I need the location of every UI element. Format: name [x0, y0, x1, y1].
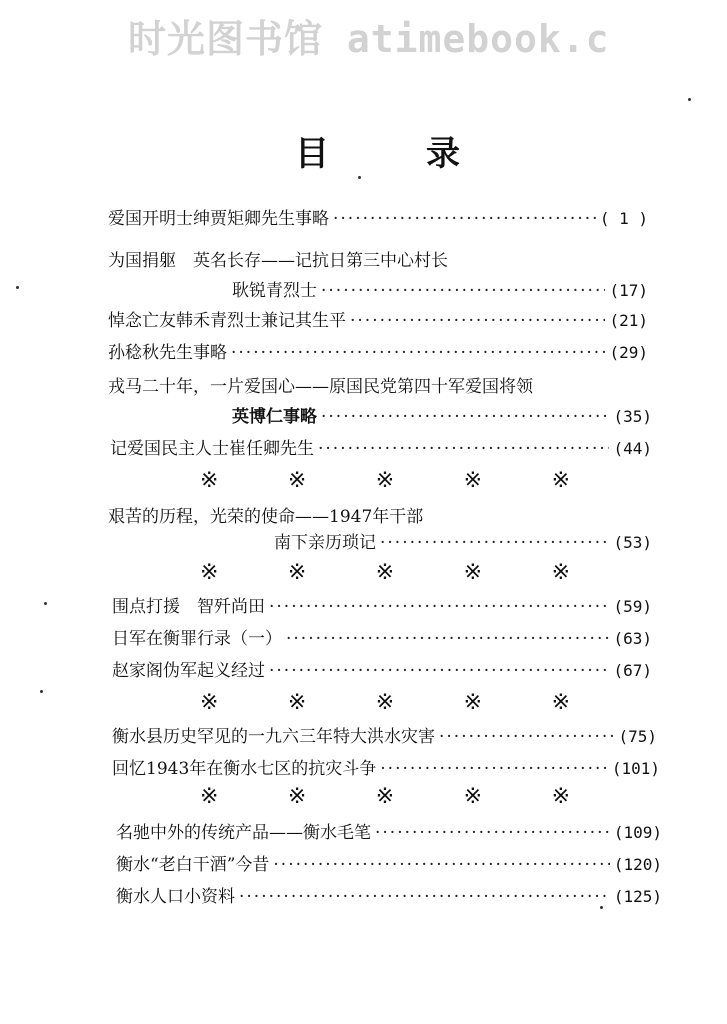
toc-entry[interactable]	[112, 592, 652, 617]
toc-entry[interactable]	[112, 722, 657, 747]
reference-mark: ※	[200, 468, 219, 493]
leader-dots	[380, 759, 608, 779]
reference-mark: ※	[551, 468, 570, 493]
watermark: 时光图书馆 atimebook.c	[128, 17, 610, 61]
toc-entry-title: 悼念亡友韩禾青烈士兼记其生平	[108, 311, 346, 331]
leader-dots	[380, 533, 609, 553]
toc-entry[interactable]	[274, 528, 652, 553]
reference-mark: ※	[287, 784, 307, 809]
toc-entry-title: 衡水县历史罕见的一九六三年特大洪水灾害	[112, 727, 435, 747]
section-separator	[200, 690, 570, 715]
toc-entry[interactable]	[232, 276, 648, 301]
toc-entry-title: 衡水“老白干酒”今昔	[116, 855, 270, 875]
toc-entry[interactable]	[116, 818, 662, 843]
toc-entry-page: (53)	[613, 533, 652, 552]
leader-dots	[239, 887, 610, 907]
toc-entry[interactable]	[112, 754, 660, 779]
leader-dots	[269, 597, 609, 617]
reference-mark: ※	[551, 560, 570, 585]
toc-entry-title: 围点打援 智歼尚田	[112, 597, 265, 617]
leader-dots	[321, 281, 605, 301]
toc-entry[interactable]	[112, 624, 652, 649]
toc-entry-page: (63)	[613, 629, 652, 648]
leader-dots	[273, 855, 609, 875]
reference-mark: ※	[463, 690, 483, 715]
section-separator	[200, 784, 570, 809]
leader-dots	[375, 823, 610, 843]
leader-dots	[333, 209, 596, 229]
toc-entry-page: (35)	[613, 407, 652, 426]
scan-speck	[358, 176, 361, 179]
title-char-1: 目	[295, 134, 329, 174]
reference-mark: ※	[375, 784, 395, 809]
toc-entry-page: (44)	[613, 439, 652, 458]
reference-mark: ※	[287, 560, 307, 585]
toc-entry-title: 南下亲历琐记	[274, 533, 376, 553]
toc-entry-title: 耿锐青烈士	[232, 281, 317, 301]
toc-entry[interactable]	[232, 402, 652, 427]
title-char-2: 录	[426, 134, 460, 174]
toc-entry-title-line1[interactable]: 戎马二十年，一片爱国心——原国民党第四十军爱国将领	[108, 377, 533, 397]
leader-dots	[439, 727, 614, 747]
toc-entry-page: (21)	[609, 311, 648, 330]
leader-dots	[350, 311, 605, 331]
reference-mark: ※	[287, 468, 307, 493]
toc-entry-page: (67)	[613, 661, 652, 680]
scan-speck	[16, 286, 19, 289]
scan-speck	[600, 906, 603, 909]
reference-mark: ※	[375, 468, 395, 493]
toc-entry[interactable]	[112, 656, 652, 681]
toc-entry[interactable]	[110, 434, 652, 459]
reference-mark: ※	[375, 690, 395, 715]
toc-entry[interactable]	[108, 338, 648, 363]
toc-entry-title-line1[interactable]: 为国捐躯 英名长存——记抗日第三中心村长	[108, 251, 448, 271]
reference-mark: ※	[463, 560, 483, 585]
toc-entry-page: (101)	[611, 759, 660, 778]
scan-speck	[688, 98, 691, 101]
toc-entry[interactable]	[116, 850, 662, 875]
toc-entry-title: 名驰中外的传统产品——衡水毛笔	[116, 823, 371, 843]
scan-speck	[40, 690, 43, 693]
reference-mark: ※	[287, 690, 307, 715]
leader-dots	[231, 343, 605, 363]
reference-mark: ※	[200, 784, 219, 809]
toc-entry[interactable]	[116, 882, 662, 907]
toc-entry-title: 爱国开明士绅贾矩卿先生事略	[108, 209, 329, 229]
reference-mark: ※	[200, 690, 219, 715]
toc-entry[interactable]	[108, 306, 648, 331]
toc-entry[interactable]	[108, 204, 648, 229]
toc-entry-title: 记爱国民主人士崔任卿先生	[110, 439, 314, 459]
toc-entry-title: 英博仁事略	[232, 407, 317, 427]
toc-entry-page: ( 1 )	[599, 209, 648, 228]
section-separator	[200, 468, 570, 493]
toc-entry-page: (125)	[613, 887, 662, 906]
toc-entry-title: 赵家阁伪军起义经过	[112, 661, 265, 681]
reference-mark: ※	[463, 784, 483, 809]
reference-mark: ※	[375, 560, 395, 585]
reference-mark: ※	[551, 690, 570, 715]
toc-entry-page: (120)	[613, 855, 662, 874]
toc-entry-page: (75)	[618, 727, 657, 746]
leader-dots	[321, 407, 609, 427]
reference-mark: ※	[463, 468, 483, 493]
scan-speck	[44, 602, 47, 605]
reference-mark: ※	[200, 560, 219, 585]
reference-mark: ※	[551, 784, 570, 809]
section-separator	[200, 560, 570, 585]
toc-entry-title: 孙稔秋先生事略	[108, 343, 227, 363]
leader-dots	[286, 629, 609, 649]
leader-dots	[269, 661, 609, 681]
toc-entry-title: 日军在衡罪行录（一）	[112, 629, 282, 649]
toc-entry-page: (109)	[613, 823, 662, 842]
toc-entry-page: (59)	[613, 597, 652, 616]
toc-entry-title-line1[interactable]: 艰苦的历程，光荣的使命——1947年干部	[108, 507, 424, 527]
toc-entry-page: (29)	[609, 343, 648, 362]
toc-entry-title: 衡水人口小资料	[116, 887, 235, 907]
leader-dots	[318, 439, 609, 459]
toc-entry-title: 回忆1943年在衡水七区的抗灾斗争	[112, 759, 377, 779]
toc-entry-page: (17)	[609, 281, 648, 300]
